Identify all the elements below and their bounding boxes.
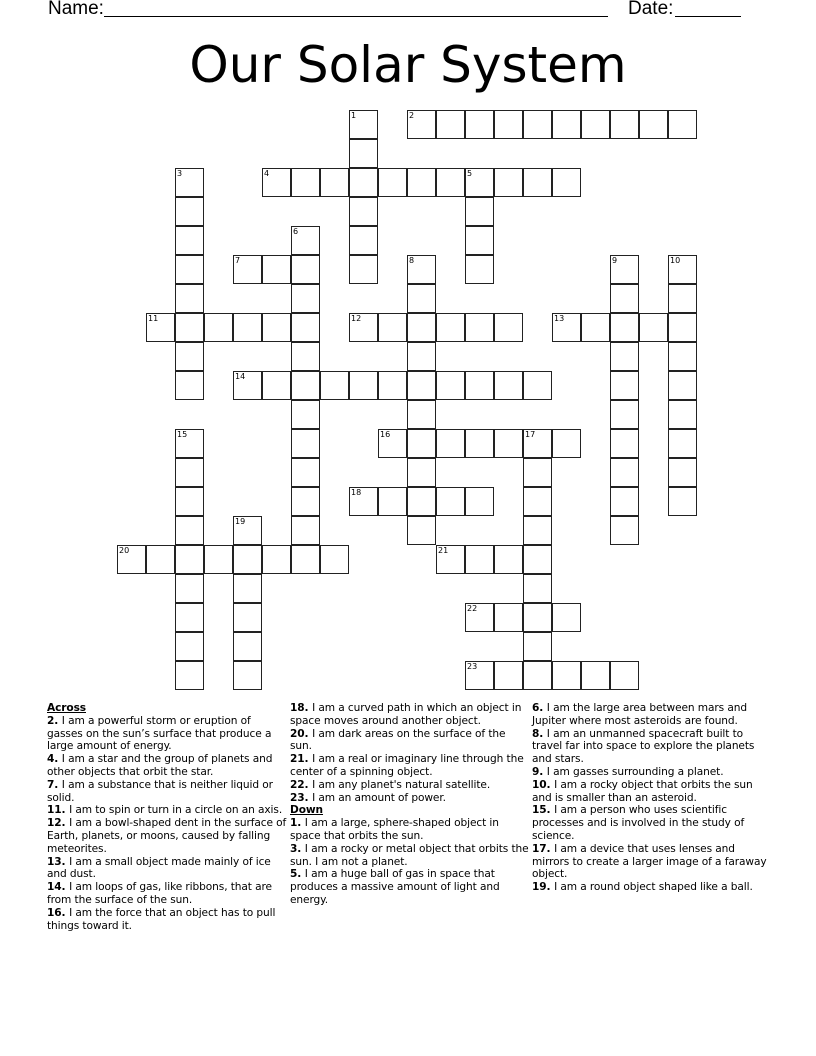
clue-text: I am a curved path in which an object in space moves around another object. bbox=[290, 702, 522, 727]
grid-cell[interactable] bbox=[349, 197, 378, 226]
grid-cell[interactable] bbox=[378, 168, 407, 197]
clue-number: 23. bbox=[290, 791, 313, 804]
grid-cell[interactable] bbox=[204, 313, 233, 342]
clue-number: 4. bbox=[47, 753, 62, 766]
grid-cell[interactable] bbox=[610, 661, 639, 690]
grid-cell[interactable] bbox=[233, 516, 262, 545]
down-clue bbox=[290, 868, 530, 906]
grid-cell[interactable] bbox=[494, 168, 523, 197]
grid-cell[interactable] bbox=[262, 313, 291, 342]
down-heading: Down bbox=[290, 804, 324, 817]
cell-number: 17 bbox=[525, 430, 536, 439]
clue-text: I am dark areas on the surface of the sun. bbox=[290, 727, 506, 753]
clue-text: I am loops of gas, like ribbons, that are from the surface of the sun. bbox=[47, 881, 272, 906]
grid-cell[interactable] bbox=[378, 429, 407, 458]
grid-cell[interactable] bbox=[233, 574, 262, 603]
clue-text: I am a powerful storm or eruption of gasses on the sun’s surface that produce a large amount of energy. bbox=[47, 714, 272, 753]
grid-cell[interactable] bbox=[523, 545, 552, 574]
grid-cell[interactable] bbox=[407, 168, 436, 197]
grid-cell[interactable] bbox=[349, 168, 378, 197]
grid-cell[interactable] bbox=[668, 400, 697, 429]
grid-cell[interactable] bbox=[523, 371, 552, 400]
clue-number: 15. bbox=[532, 804, 555, 817]
grid-cell[interactable] bbox=[465, 545, 494, 574]
grid-cell[interactable] bbox=[610, 400, 639, 429]
across-clue bbox=[290, 753, 530, 779]
clue-number: 20. bbox=[290, 727, 313, 740]
grid-cell[interactable] bbox=[581, 661, 610, 690]
grid-cell[interactable] bbox=[465, 371, 494, 400]
date-label: Date: bbox=[628, 0, 674, 19]
grid-cell[interactable] bbox=[523, 632, 552, 661]
grid-cell[interactable] bbox=[175, 516, 204, 545]
grid-cell[interactable] bbox=[407, 487, 436, 516]
clue-number: 14. bbox=[47, 881, 70, 894]
cell-number: 16 bbox=[380, 430, 391, 439]
grid-cell[interactable] bbox=[291, 487, 320, 516]
grid-cell[interactable] bbox=[436, 545, 465, 574]
grid-cell[interactable] bbox=[668, 487, 697, 516]
clue-text: I am the large area between mars and Jupiter where most asteroids are found. bbox=[532, 702, 747, 727]
grid-cell[interactable] bbox=[523, 603, 552, 632]
grid-cell[interactable] bbox=[465, 168, 494, 197]
cell-number: 21 bbox=[438, 546, 449, 555]
grid-cell[interactable] bbox=[639, 110, 668, 139]
cell-number: 7 bbox=[235, 256, 241, 265]
grid-cell[interactable] bbox=[407, 110, 436, 139]
grid-cell[interactable] bbox=[436, 429, 465, 458]
cell-number: 12 bbox=[351, 314, 362, 323]
grid-cell[interactable] bbox=[494, 313, 523, 342]
grid-cell[interactable] bbox=[407, 458, 436, 487]
grid-cell[interactable] bbox=[291, 284, 320, 313]
grid-cell[interactable] bbox=[523, 110, 552, 139]
cell-number: 2 bbox=[409, 111, 415, 120]
grid-cell[interactable] bbox=[610, 487, 639, 516]
clue-text: I am a real or imaginary line through the center of a spinning object. bbox=[290, 753, 524, 778]
grid-cell[interactable] bbox=[407, 516, 436, 545]
clue-number: 5. bbox=[290, 868, 305, 881]
grid-cell[interactable] bbox=[233, 661, 262, 690]
grid-cell[interactable] bbox=[291, 429, 320, 458]
grid-cell[interactable] bbox=[436, 487, 465, 516]
grid-cell[interactable] bbox=[349, 139, 378, 168]
cell-number: 6 bbox=[293, 227, 299, 236]
clue-text: I am a device that uses lenses and mirrors to create a larger image of a faraway object. bbox=[532, 842, 767, 881]
clues-column-1 bbox=[47, 702, 287, 932]
grid-cell[interactable] bbox=[610, 516, 639, 545]
clue-number: 1. bbox=[290, 817, 305, 830]
cell-number: 9 bbox=[612, 256, 618, 265]
grid-cell[interactable] bbox=[175, 603, 204, 632]
clue-text: I am a large, sphere-shaped object in space that orbits the sun. bbox=[290, 817, 499, 842]
grid-cell[interactable] bbox=[291, 168, 320, 197]
clue-number: 6. bbox=[532, 702, 547, 714]
grid-cell[interactable] bbox=[233, 603, 262, 632]
grid-cell[interactable] bbox=[465, 661, 494, 690]
grid-cell[interactable] bbox=[175, 255, 204, 284]
grid-cell[interactable] bbox=[117, 545, 146, 574]
clue-text: I am to spin or turn in a circle on an axis. bbox=[69, 804, 283, 817]
grid-cell[interactable] bbox=[175, 429, 204, 458]
cell-number: 23 bbox=[467, 662, 478, 671]
grid-cell[interactable] bbox=[639, 313, 668, 342]
clues-column-2 bbox=[290, 702, 530, 907]
grid-cell[interactable] bbox=[668, 429, 697, 458]
grid-cell[interactable] bbox=[407, 284, 436, 313]
grid-cell[interactable] bbox=[523, 661, 552, 690]
grid-cell[interactable] bbox=[523, 516, 552, 545]
grid-cell[interactable] bbox=[291, 371, 320, 400]
grid-cell[interactable] bbox=[494, 661, 523, 690]
grid-cell[interactable] bbox=[233, 255, 262, 284]
grid-cell[interactable] bbox=[175, 545, 204, 574]
across-heading: Across bbox=[47, 702, 86, 714]
clue-number: 12. bbox=[47, 817, 70, 830]
grid-cell[interactable] bbox=[320, 371, 349, 400]
down-clue bbox=[290, 817, 530, 843]
grid-cell[interactable] bbox=[175, 197, 204, 226]
clue-text: I am a round object shaped like a ball. bbox=[554, 881, 753, 894]
clue-number: 13. bbox=[47, 855, 70, 868]
grid-cell[interactable] bbox=[175, 342, 204, 371]
across-clue bbox=[290, 779, 530, 792]
down-clue bbox=[532, 779, 772, 805]
grid-cell[interactable] bbox=[291, 400, 320, 429]
clue-text: I am the force that an object has to pull things toward it. bbox=[47, 906, 276, 932]
grid-cell[interactable] bbox=[668, 313, 697, 342]
grid-cell[interactable] bbox=[436, 168, 465, 197]
grid-cell[interactable] bbox=[291, 545, 320, 574]
grid-cell[interactable] bbox=[407, 429, 436, 458]
grid-cell[interactable] bbox=[233, 371, 262, 400]
grid-cell[interactable] bbox=[349, 110, 378, 139]
grid-cell[interactable] bbox=[175, 661, 204, 690]
down-clue bbox=[532, 728, 772, 766]
across-clue bbox=[47, 881, 287, 907]
across-clue bbox=[47, 715, 287, 753]
grid-cell[interactable] bbox=[233, 545, 262, 574]
across-clue bbox=[47, 779, 287, 805]
grid-cell[interactable] bbox=[262, 255, 291, 284]
cell-number: 4 bbox=[264, 169, 270, 178]
clue-number: 22. bbox=[290, 778, 313, 791]
grid-cell[interactable] bbox=[436, 371, 465, 400]
clue-text: I am a substance that is neither liquid or solid. bbox=[47, 778, 273, 804]
clue-number: 9. bbox=[532, 765, 547, 778]
grid-cell[interactable] bbox=[349, 487, 378, 516]
grid-cell[interactable] bbox=[552, 313, 581, 342]
cell-number: 5 bbox=[467, 169, 473, 178]
grid-cell[interactable] bbox=[175, 313, 204, 342]
clue-number: 11. bbox=[47, 804, 70, 817]
grid-cell[interactable] bbox=[349, 313, 378, 342]
cell-number: 10 bbox=[670, 256, 681, 265]
grid-cell[interactable] bbox=[291, 313, 320, 342]
cell-number: 8 bbox=[409, 256, 415, 265]
cell-number: 22 bbox=[467, 604, 478, 613]
grid-cell[interactable] bbox=[175, 574, 204, 603]
grid-cell[interactable] bbox=[552, 110, 581, 139]
grid-cell[interactable] bbox=[378, 371, 407, 400]
grid-cell[interactable] bbox=[610, 313, 639, 342]
grid-cell[interactable] bbox=[668, 371, 697, 400]
grid-cell[interactable] bbox=[175, 458, 204, 487]
down-clue bbox=[532, 702, 772, 728]
grid-cell[interactable] bbox=[175, 284, 204, 313]
grid-cell[interactable] bbox=[465, 429, 494, 458]
grid-cell[interactable] bbox=[407, 400, 436, 429]
clue-number: 21. bbox=[290, 753, 313, 766]
grid-cell[interactable] bbox=[407, 371, 436, 400]
cell-number: 18 bbox=[351, 488, 362, 497]
clue-number: 2. bbox=[47, 714, 62, 727]
grid-cell[interactable] bbox=[291, 516, 320, 545]
cell-number: 14 bbox=[235, 372, 246, 381]
grid-cell[interactable] bbox=[175, 487, 204, 516]
grid-cell[interactable] bbox=[668, 284, 697, 313]
grid-cell[interactable] bbox=[465, 197, 494, 226]
grid-cell[interactable] bbox=[204, 545, 233, 574]
grid-cell[interactable] bbox=[581, 313, 610, 342]
grid-cell[interactable] bbox=[378, 487, 407, 516]
grid-cell[interactable] bbox=[610, 429, 639, 458]
grid-cell[interactable] bbox=[523, 429, 552, 458]
grid-cell[interactable] bbox=[668, 110, 697, 139]
grid-cell[interactable] bbox=[668, 255, 697, 284]
grid-cell[interactable] bbox=[465, 110, 494, 139]
grid-cell[interactable] bbox=[465, 487, 494, 516]
grid-cell[interactable] bbox=[349, 371, 378, 400]
grid-cell[interactable] bbox=[465, 603, 494, 632]
across-clue bbox=[47, 817, 287, 855]
grid-cell[interactable] bbox=[349, 255, 378, 284]
grid-cell[interactable] bbox=[494, 603, 523, 632]
grid-cell[interactable] bbox=[552, 168, 581, 197]
down-clue bbox=[532, 804, 772, 842]
grid-cell[interactable] bbox=[175, 168, 204, 197]
clue-number: 17. bbox=[532, 842, 555, 855]
grid-cell[interactable] bbox=[436, 313, 465, 342]
clue-number: 7. bbox=[47, 778, 62, 791]
page-title: Our Solar System bbox=[189, 36, 627, 94]
cell-number: 20 bbox=[119, 546, 130, 555]
grid-cell[interactable] bbox=[523, 458, 552, 487]
cell-number: 11 bbox=[148, 314, 159, 323]
grid-cell[interactable] bbox=[175, 226, 204, 255]
across-clue bbox=[47, 907, 287, 933]
down-clue bbox=[532, 766, 772, 779]
clue-text: I am an amount of power. bbox=[312, 791, 446, 804]
grid-cell[interactable] bbox=[465, 226, 494, 255]
down-clue bbox=[532, 843, 772, 881]
clue-number: 8. bbox=[532, 727, 547, 740]
clue-number: 18. bbox=[290, 702, 313, 714]
down-clue bbox=[290, 843, 530, 869]
grid-cell[interactable] bbox=[378, 313, 407, 342]
grid-cell[interactable] bbox=[610, 255, 639, 284]
grid-cell[interactable] bbox=[175, 632, 204, 661]
grid-cell[interactable] bbox=[349, 226, 378, 255]
grid-cell[interactable] bbox=[320, 168, 349, 197]
grid-cell[interactable] bbox=[291, 458, 320, 487]
clue-text: I am an unmanned spacecraft built to travel far into space to explore the planets and stars. bbox=[532, 727, 755, 766]
grid-cell[interactable] bbox=[523, 487, 552, 516]
grid-cell[interactable] bbox=[552, 603, 581, 632]
cell-number: 3 bbox=[177, 169, 183, 178]
grid-cell[interactable] bbox=[407, 313, 436, 342]
grid-cell[interactable] bbox=[552, 429, 581, 458]
clue-text: I am a huge ball of gas in space that produces a massive amount of light and energy. bbox=[290, 868, 500, 906]
grid-cell[interactable] bbox=[610, 371, 639, 400]
grid-cell[interactable] bbox=[581, 110, 610, 139]
grid-cell[interactable] bbox=[668, 342, 697, 371]
cell-number: 19 bbox=[235, 517, 246, 526]
grid-cell[interactable] bbox=[146, 313, 175, 342]
across-clue bbox=[47, 804, 287, 817]
grid-cell[interactable] bbox=[320, 545, 349, 574]
grid-cell[interactable] bbox=[552, 661, 581, 690]
grid-cell[interactable] bbox=[291, 342, 320, 371]
across-clue bbox=[47, 753, 287, 779]
down-clue bbox=[532, 881, 772, 894]
across-clue bbox=[47, 856, 287, 882]
across-clue bbox=[290, 702, 530, 728]
name-label: Name: bbox=[48, 0, 104, 19]
clue-text: I am a rocky object that orbits the sun and is smaller than an asteroid. bbox=[532, 778, 753, 804]
grid-cell[interactable] bbox=[494, 110, 523, 139]
clue-number: 3. bbox=[290, 842, 305, 855]
clue-text: I am gasses surrounding a planet. bbox=[546, 765, 724, 778]
cell-number: 1 bbox=[351, 111, 357, 120]
grid-cell[interactable] bbox=[262, 371, 291, 400]
grid-cell[interactable] bbox=[233, 313, 262, 342]
grid-cell[interactable] bbox=[523, 168, 552, 197]
clue-text: I am any planet's natural satellite. bbox=[312, 778, 491, 791]
grid-cell[interactable] bbox=[436, 110, 465, 139]
clue-number: 19. bbox=[532, 881, 555, 894]
clue-text: I am a bowl-shaped dent in the surface of Earth, planets, or moons, caused by falling meteorites. bbox=[47, 817, 287, 855]
grid-cell[interactable] bbox=[668, 458, 697, 487]
grid-cell[interactable] bbox=[465, 313, 494, 342]
grid-cell[interactable] bbox=[610, 342, 639, 371]
clue-text: I am a star and the group of planets and other objects that orbit the star. bbox=[47, 753, 273, 778]
across-clue bbox=[290, 792, 530, 805]
clue-text: I am a rocky or metal object that orbits the sun. I am not a planet. bbox=[290, 842, 529, 868]
grid-cell[interactable] bbox=[291, 226, 320, 255]
clue-number: 10. bbox=[532, 778, 555, 791]
clue-text: I am a person who uses scientific processes and is involved in the study of science. bbox=[532, 804, 745, 842]
clue-number: 16. bbox=[47, 906, 70, 919]
grid-cell[interactable] bbox=[146, 545, 175, 574]
grid-cell[interactable] bbox=[610, 110, 639, 139]
grid-cell[interactable] bbox=[262, 545, 291, 574]
grid-cell[interactable] bbox=[465, 255, 494, 284]
grid-cell[interactable] bbox=[494, 429, 523, 458]
grid-cell[interactable] bbox=[494, 545, 523, 574]
clues-column-3 bbox=[532, 702, 772, 894]
clue-text: I am a small object made mainly of ice and dust. bbox=[47, 855, 271, 881]
grid-cell[interactable] bbox=[291, 255, 320, 284]
grid-cell[interactable] bbox=[262, 168, 291, 197]
grid-cell[interactable] bbox=[494, 371, 523, 400]
cell-number: 13 bbox=[554, 314, 565, 323]
grid-cell[interactable] bbox=[175, 371, 204, 400]
grid-cell[interactable] bbox=[523, 574, 552, 603]
grid-cell[interactable] bbox=[610, 284, 639, 313]
across-clue bbox=[290, 728, 530, 754]
grid-cell[interactable] bbox=[407, 255, 436, 284]
grid-cell[interactable] bbox=[233, 632, 262, 661]
cell-number: 15 bbox=[177, 430, 188, 439]
grid-cell[interactable] bbox=[610, 458, 639, 487]
grid-cell[interactable] bbox=[407, 342, 436, 371]
